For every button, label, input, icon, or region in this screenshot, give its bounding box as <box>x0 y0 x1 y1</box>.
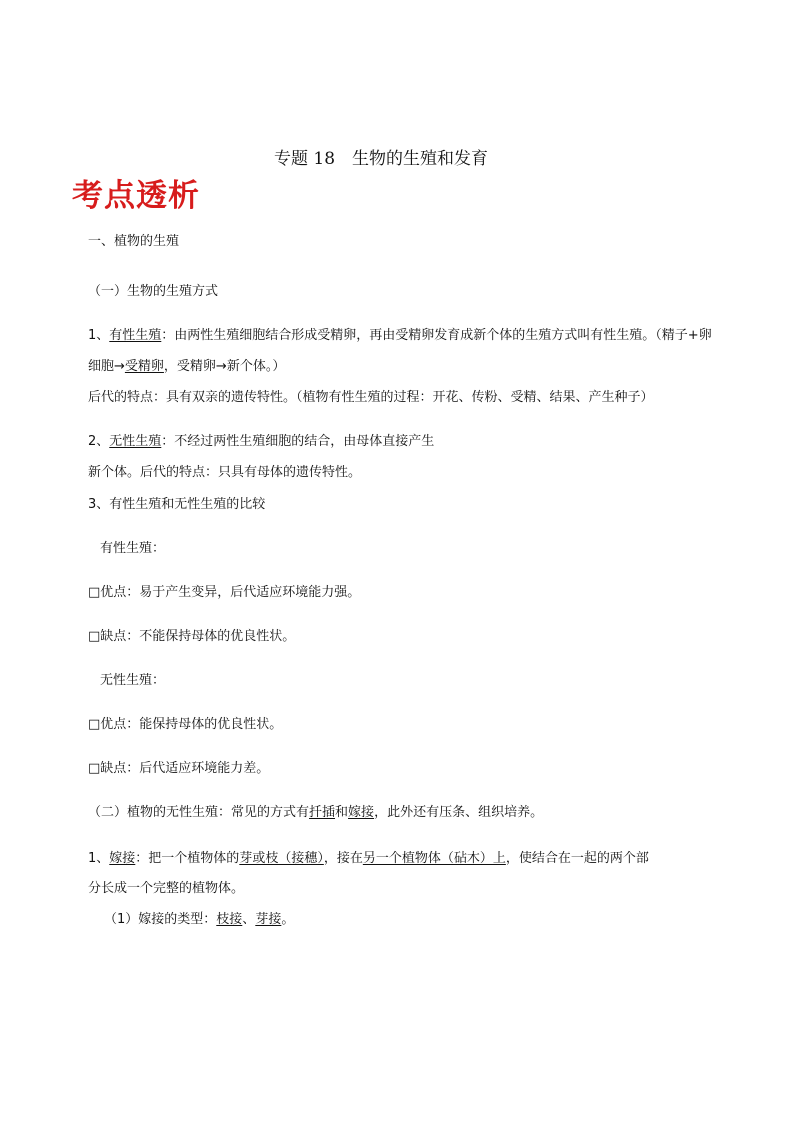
term-branch-graft: 枝接 <box>216 912 243 927</box>
paragraph-sexual-line2 <box>88 358 285 376</box>
paragraph-asexual-line1 <box>88 433 434 451</box>
asexual-advantage: □优点：能保持母体的优良性状。 <box>88 717 283 732</box>
asexual-label: 无性生殖： <box>100 673 166 688</box>
text: 和 <box>335 805 349 820</box>
sexual-disadvantage: □缺点：不能保持母体的优良性状。 <box>88 629 296 644</box>
section-heading: 一、植物的生殖 <box>88 234 180 249</box>
text: （1）嫁接的类型： <box>104 912 217 927</box>
item-number: 1、 <box>88 851 110 866</box>
grafting-line1 <box>88 850 649 868</box>
text: ，受精卵→新个体。） <box>163 359 286 374</box>
subsection-heading: （一）生物的生殖方式 <box>88 284 219 299</box>
text: ，使结合在一起的两个部 <box>505 851 649 866</box>
term-sexual: 有性生殖 <box>109 328 162 343</box>
grafting-line2: 分长成一个完整的植物体。 <box>88 881 245 896</box>
term-asexual: 无性生殖 <box>109 434 162 449</box>
term-cutting: 扦插 <box>309 805 336 820</box>
text: （二）植物的无性生殖：常见的方式有 <box>88 805 310 820</box>
asexual-disadvantage: □缺点：后代适应环境能力差。 <box>88 761 270 776</box>
text: ：把一个植物体的 <box>135 851 240 866</box>
text: ，此外还有压条、组织培养。 <box>374 805 544 820</box>
text: 、 <box>242 912 256 927</box>
text: ，接在 <box>323 851 363 866</box>
comparison-heading: 3、有性生殖和无性生殖的比较 <box>88 497 266 512</box>
term-zygote: 受精卵 <box>124 359 164 374</box>
item-number: 1、 <box>88 328 110 343</box>
definition-text: ：不经过两性生殖细胞的结合，由母体直接产生 <box>161 434 435 449</box>
subsection-heading-2 <box>88 804 543 822</box>
term-rootstock: 另一个植物体（砧木）上 <box>362 851 506 866</box>
sexual-label: 有性生殖： <box>100 541 166 556</box>
term-bud-graft: 芽接 <box>255 912 282 927</box>
sexual-advantage: □优点：易于产生变异，后代适应环境能力强。 <box>88 585 361 600</box>
page-title: 专题 18 生物的生殖和发育 <box>274 149 489 169</box>
paragraph-sexual-line3: 后代的特点：具有双亲的遗传特性。（植物有性生殖的过程：开花、传粉、受精、结果、产生种子） <box>88 390 654 405</box>
text: 细胞→ <box>88 359 125 374</box>
text: 。 <box>281 912 295 927</box>
grafting-types <box>104 911 294 929</box>
item-number: 2、 <box>88 434 110 449</box>
term-grafting: 嫁接 <box>109 851 136 866</box>
term-grafting: 嫁接 <box>348 805 375 820</box>
section-badge: 考点透析 <box>72 178 200 214</box>
paragraph-asexual-line2: 新个体。后代的特点：只具有母体的遗传特性。 <box>88 465 362 480</box>
definition-text: ：由两性生殖细胞结合形成受精卵，再由受精卵发育成新个体的生殖方式叫有性生殖。（精子+卵 <box>161 328 712 343</box>
paragraph-sexual-line1 <box>88 327 712 345</box>
term-scion: 芽或枝（接穗） <box>239 851 324 866</box>
